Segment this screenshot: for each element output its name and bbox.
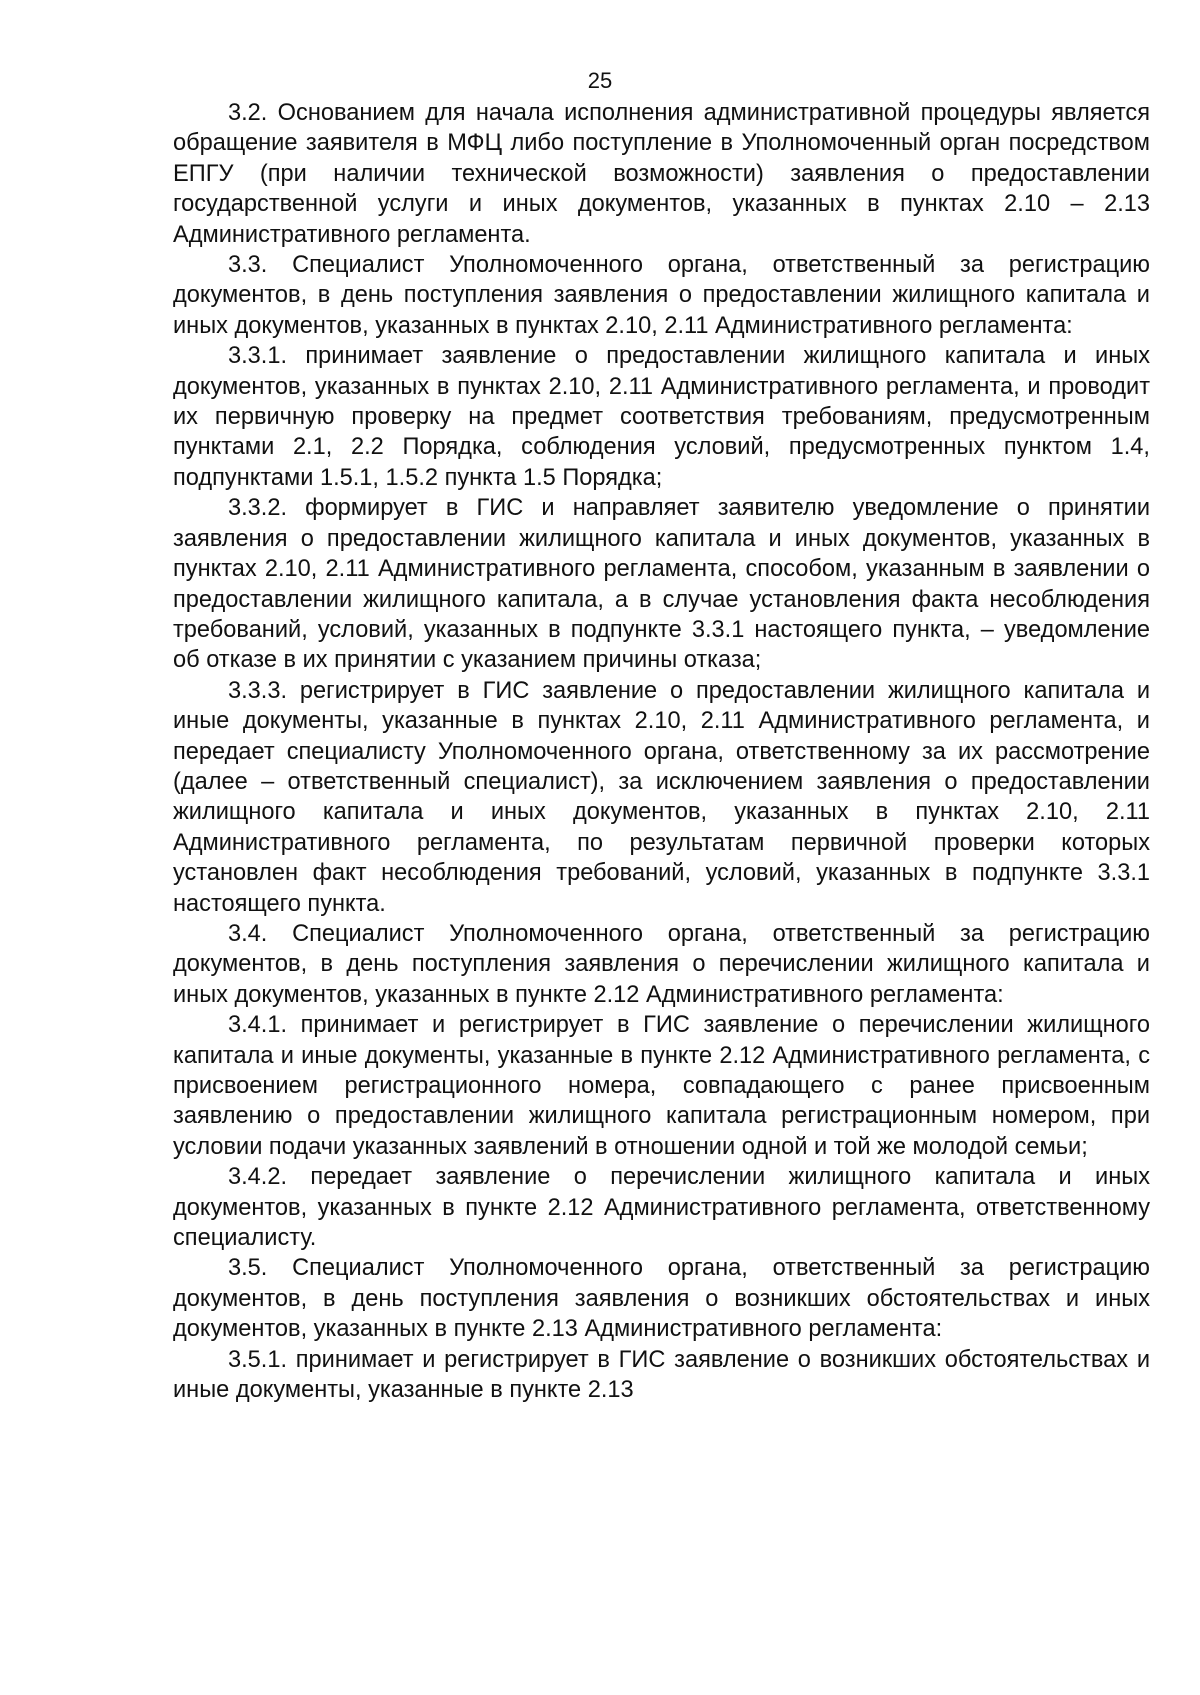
document-body	[173, 98, 1150, 1405]
paragraph-3-3-3: 3.3.3. регистрирует в ГИС заявление о предоставлении жилищного капитала и иные документы, указанные в пунктах 2.10, 2.11 Административного регламента, и передает специалисту Уполномоченного органа, ответственному за их рассмотрение (далее – ответственный специалист), за исключением заявления о предоставлении жилищного капитала и иных документов, указанных в пунктах 2.10, 2.11 Административного регламента, по результатам первичной проверки которых установлен факт несоблюдения требований, условий, указанных в подпункте 3.3.1 настоящего пункта.	[173, 677, 1150, 917]
paragraph-3-4-1: 3.4.1. принимает и регистрирует в ГИС заявление о перечислении жилищного капитала и иные документы, указанные в пункте 2.12 Административного регламента, с присвоением регистрационного номера, совпадающего с ранее присвоенным заявлению о предоставлении жилищного капитала регистрационным номером, при условии подачи указанных заявлений в отношении одной и той же молодой семьи;	[173, 1012, 1150, 1160]
paragraph-3-4-2: 3.4.2. передает заявление о перечислении жилищного капитала и иных документов, указанных в пункте 2.12 Административного регламента, ответственному специалисту.	[173, 1164, 1150, 1252]
paragraph-3-2: 3.2. Основанием для начала исполнения административной процедуры является обращение заявителя в МФЦ либо поступление в Уполномоченный орган посредством ЕПГУ (при наличии технической возможности) заявления о предоставлении государственной услуги и иных документов, указанных в пунктах 2.10 – 2.13 Административного регламента.	[173, 100, 1150, 248]
paragraph-3-3-1: 3.3.1. принимает заявление о предоставлении жилищного капитала и иных документов, указанных в пунктах 2.10, 2.11 Административного регламента, и проводит их первичную проверку на предмет соответствия требованиям, предусмотренным пунктами 2.1, 2.2 Порядка, соблюдения условий, предусмотренных пунктом 1.4, подпунктами 1.5.1, 1.5.2 пункта 1.5 Порядка;	[173, 343, 1150, 491]
paragraph-3-5: 3.5. Специалист Уполномоченного органа, ответственный за регистрацию документов, в день поступления заявления о возникших обстоятельствах и иных документов, указанных в пункте 2.13 Административного регламента:	[173, 1255, 1150, 1343]
paragraph-3-5-1: 3.5.1. принимает и регистрирует в ГИС заявление о возникших обстоятельствах и иные документы, указанные в пункте 2.13	[173, 1346, 1150, 1404]
paragraph-3-3-2: 3.3.2. формирует в ГИС и направляет заявителю уведомление о принятии заявления о предоставлении жилищного капитала и иных документов, указанных в пунктах 2.10, 2.11 Административного регламента, способом, указанным в заявлении о предоставлении жилищного капитала, а в случае установления факта несоблюдения требований, условий, указанных в подпункте 3.3.1 настоящего пункта, – уведомление об отказе в их принятии с указанием причины отказа;	[173, 495, 1150, 674]
paragraph-3-3: 3.3. Специалист Уполномоченного органа, ответственный за регистрацию документов, в день поступления заявления о предоставлении жилищного капитала и иных документов, указанных в пунктах 2.10, 2.11 Административного регламента:	[173, 252, 1150, 339]
paragraph-3-4: 3.4. Специалист Уполномоченного органа, ответственный за регистрацию документов, в день поступления заявления о перечислении жилищного капитала и иных документов, указанных в пункте 2.12 Административного регламента:	[173, 920, 1150, 1008]
page-number: 25	[587, 68, 613, 93]
